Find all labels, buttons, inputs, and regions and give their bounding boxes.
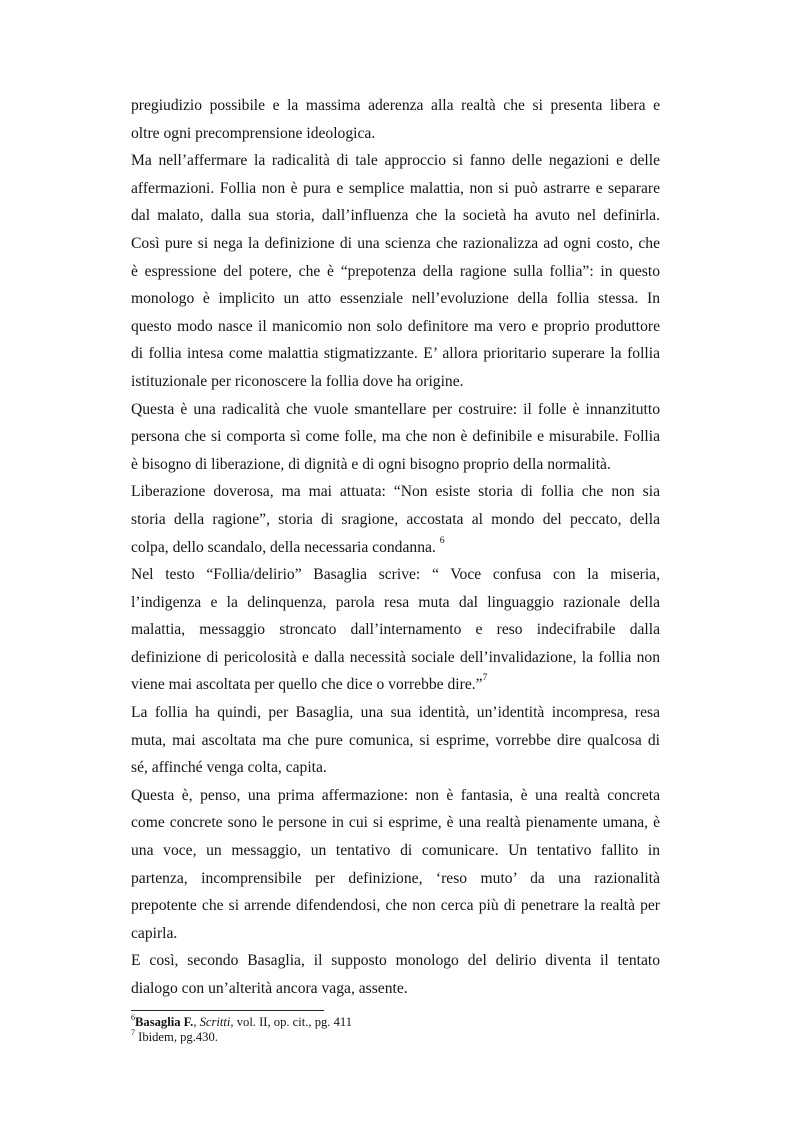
body-line-text: Liberazione doverosa, ma mai attuata: “Non esiste storia di follia che non sia xyxy=(131,483,660,501)
footnote-ref[interactable]: 6 xyxy=(439,535,445,546)
body-line-text: dal malato, dalla sua storia, dall’influenza che la società ha avuto nel definirla. xyxy=(131,207,660,225)
body-line xyxy=(131,975,660,1003)
footnote xyxy=(131,1027,660,1045)
body-line-text: è espressione del potere, che è “prepotenza della ragione sulla follia”: in questo xyxy=(131,262,660,280)
body-line-text: di follia intesa come malattia stigmatizzante. E’ allora prioritario superare la follia xyxy=(131,345,660,363)
body-line-text: come concrete sono le persone in cui si esprime, è una realtà pienamente umana, è xyxy=(131,814,660,832)
body-line xyxy=(131,92,660,120)
body-line xyxy=(131,947,660,975)
footnote-ref[interactable]: 7 xyxy=(482,673,488,684)
body-line xyxy=(131,478,660,506)
body-line-text: Così pure si nega la definizione di una scienza che razionalizza ad ogni costo, che xyxy=(131,234,660,252)
body-line-text: una voce, un messaggio, un tentativo di comunicare. Un tentativo fallito in xyxy=(131,842,660,860)
body-line-text: affermazioni. Follia non è pura e semplice malattia, non si può astrarre e separare xyxy=(131,179,660,197)
body-line xyxy=(131,202,660,230)
body-line xyxy=(131,175,660,203)
body-line-text: questo modo nasce il manicomio non solo definitore ma vero e proprio produttore xyxy=(131,317,660,335)
body-line xyxy=(131,644,660,672)
body-line-text: istituzionale per riconoscere la follia dove ha origine. xyxy=(131,372,464,390)
body-line xyxy=(131,837,660,865)
body-line xyxy=(131,809,660,837)
footnote-number: 7 xyxy=(131,1027,135,1037)
body-line xyxy=(131,451,660,479)
body-line xyxy=(131,285,660,313)
body-line-text: l’indigenza e la delinquenza, parola resa muta dal linguaggio razionale della xyxy=(131,593,660,611)
body-line xyxy=(131,147,660,175)
body-line-text: persona che si comporta sì come folle, ma che non è definibile e misurabile. Follia xyxy=(131,428,660,446)
body-line xyxy=(131,892,660,920)
footnote xyxy=(131,1015,660,1030)
body-line xyxy=(131,865,660,893)
body-line-text: sé, affinché venga colta, capita. xyxy=(131,759,327,777)
footnote-number: 6 xyxy=(131,1013,135,1022)
body-line-text: partenza, incomprensibile per definizione, ‘reso muto’ da una razionalità xyxy=(131,869,660,887)
body-line-text: Ma nell’affermare la radicalità di tale approccio si fanno delle negazioni e delle xyxy=(131,152,660,170)
body-line-text: è bisogno di liberazione, di dignità e di ogni bisogno proprio della normalità. xyxy=(131,455,611,473)
body-line xyxy=(131,368,660,396)
body-line-text: viene mai ascoltata per quello che dice o vorrebbe dire.” xyxy=(131,676,483,694)
body-line-text: capirla. xyxy=(131,924,178,942)
body-line-text: oltre ogni precomprensione ideologica. xyxy=(131,124,376,142)
footnotes xyxy=(131,1015,660,1044)
body-line xyxy=(131,230,660,258)
body-line xyxy=(131,258,660,286)
body-line-text: prepotente che si arrende difendendosi, che non cerca più di penetrare la realtà per xyxy=(131,897,660,915)
body-line xyxy=(131,671,660,699)
footnote-separator-text: , xyxy=(193,1015,200,1029)
body-line-text: Questa è, penso, una prima affermazione: non è fantasia, è una realtà concreta xyxy=(131,786,660,804)
body-line xyxy=(131,699,660,727)
body-line-text: definizione di pericolosità e dalla necessità sociale dell’invalidazione, la follia non xyxy=(131,648,660,666)
body-line-text: La follia ha quindi, per Basaglia, una sua identità, un’identità incompresa, resa xyxy=(131,704,660,722)
body-line xyxy=(131,120,660,148)
body-line xyxy=(131,506,660,534)
body-line xyxy=(131,616,660,644)
body-line-text: pregiudizio possibile e la massima aderenza alla realtà che si presenta libera e xyxy=(131,97,660,114)
body-line xyxy=(131,754,660,782)
body-line xyxy=(131,340,660,368)
body-line xyxy=(131,313,660,341)
footnote-reference: Ibidem, pg.430. xyxy=(135,1029,218,1044)
body-line xyxy=(131,920,660,948)
body-line-text: Nel testo “Follia/delirio” Basaglia scrive: “ Voce confusa con la miseria, xyxy=(131,566,660,584)
body-line-text: dialogo con un’alterità ancora vaga, assente. xyxy=(131,980,408,997)
body-line xyxy=(131,589,660,617)
body-line xyxy=(131,534,660,562)
footnote-separator xyxy=(131,1010,324,1011)
body-line xyxy=(131,423,660,451)
body-line xyxy=(131,396,660,424)
footnote-author: Basaglia F. xyxy=(135,1015,194,1029)
body-line-text: Questa è una radicalità che vuole smantellare per costruire: il folle è innanzitutto xyxy=(131,400,660,418)
body-line xyxy=(131,782,660,810)
body-line-text: colpa, dello scandalo, della necessaria condanna. xyxy=(131,538,440,556)
body-line-text: E così, secondo Basaglia, il supposto monologo del delirio diventa il tentato xyxy=(131,952,660,970)
body-line xyxy=(131,561,660,589)
body-line-text: monologo è implicito un atto essenziale nell’evoluzione della follia stessa. In xyxy=(131,290,660,308)
body-text xyxy=(131,92,660,1003)
body-line xyxy=(131,727,660,755)
footnote-reference: , vol. II, op. cit., pg. 411 xyxy=(230,1015,353,1029)
body-line-text: storia della ragione”, storia di sragione, accostata al mondo del peccato, della xyxy=(131,510,660,528)
footnote-title: Scritti xyxy=(199,1015,231,1029)
body-line-text: malattia, messaggio stroncato dall’internamento e reso indecifrabile dalla xyxy=(131,621,660,639)
body-line-text: muta, mai ascoltata ma che pure comunica, si esprime, vorrebbe dire qualcosa di xyxy=(131,731,660,749)
